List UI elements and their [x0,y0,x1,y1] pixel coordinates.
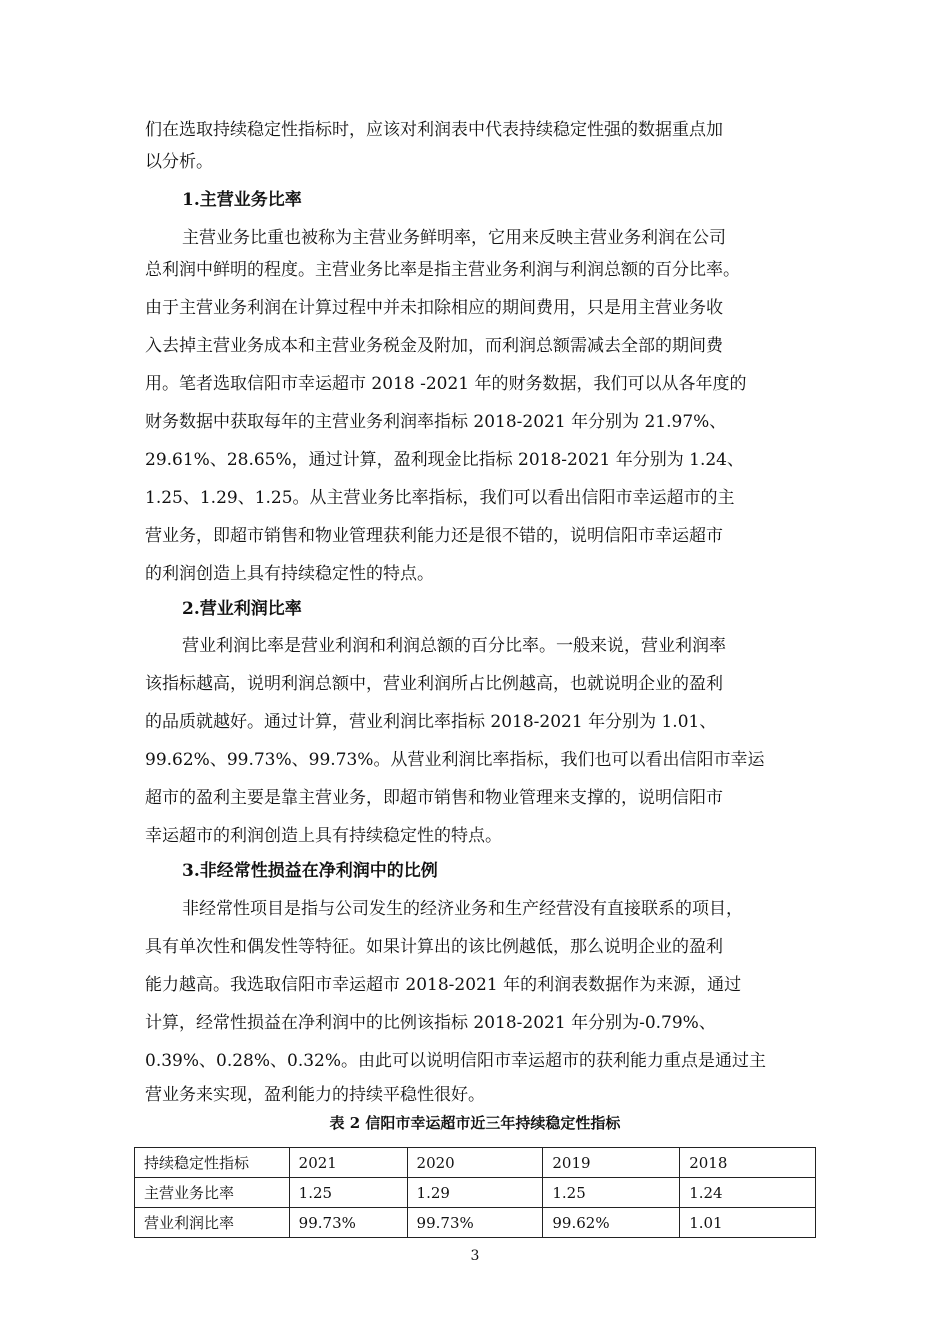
table-cell: 99.73% [289,1208,407,1238]
intro-line: 以分析。 [145,152,213,172]
paragraph-line: 该指标越高，说明利润总额中，营业利润所占比例越高，也就说明企业的盈利 [145,674,723,694]
paragraph-line: 幸运超市的利润创造上具有持续稳定性的特点。 [145,826,502,846]
table-header-row [135,1148,816,1178]
paragraph-line: 1.25、1.29、1.25。从主营业务比率指标，我们可以看出信阳市幸运超市的主 [145,488,735,508]
section-heading-operating-profit-ratio: 2.营业利润比率 [182,599,302,619]
paragraph-line: 营业利润比率是营业利润和利润总额的百分比率。一般来说，营业利润率 [182,636,726,656]
table-cell: 2018 [680,1148,816,1178]
paragraph-line: 0.39%、0.28%、0.32%。由此可以说明信阳市幸运超市的获利能力重点是通过主 [145,1051,767,1071]
table-cell: 2020 [407,1148,543,1178]
paragraph-line: 99.62%、99.73%、99.73%。从营业利润比率指标，我们也可以看出信阳市幸运 [145,750,765,770]
paragraph-line: 入去掉主营业务成本和主营业务税金及附加，而利润总额需减去全部的期间费 [145,336,723,356]
table-cell: 99.62% [543,1208,680,1238]
paragraph-line: 29.61%、28.65%，通过计算，盈利现金比指标 2018-2021 年分别为 1.24、 [145,450,744,470]
paragraph-line: 总利润中鲜明的程度。主营业务比率是指主营业务利润与利润总额的百分比率。 [145,260,740,280]
table-cell: 营业利润比率 [135,1208,290,1238]
paragraph-line: 营业务，即超市销售和物业管理获利能力还是很不错的，说明信阳市幸运超市 [145,526,723,546]
table-cell: 2019 [543,1148,680,1178]
paragraph-line: 计算，经常性损益在净利润中的比例该指标 2018-2021 年分别为-0.79%、 [145,1013,716,1033]
section-heading-non-recurring-ratio: 3.非经常性损益在净利润中的比例 [182,861,438,881]
table-cell: 2021 [289,1148,407,1178]
paragraph-line: 的利润创造上具有持续稳定性的特点。 [145,564,434,584]
page-number: 3 [470,1248,480,1264]
paragraph-line: 的品质就越好。通过计算，营业利润比率指标 2018-2021 年分别为 1.01、 [145,712,717,732]
table-cell: 1.25 [543,1178,680,1208]
table-cell: 99.73% [407,1208,543,1238]
table-cell: 1.29 [407,1178,543,1208]
paragraph-line: 主营业务比重也被称为主营业务鲜明率，它用来反映主营业务利润在公司 [182,228,726,248]
paragraph-line: 能力越高。我选取信阳市幸运超市 2018-2021 年的利润表数据作为来源，通过 [145,975,742,995]
table-cell: 持续稳定性指标 [135,1148,290,1178]
paragraph-line: 具有单次性和偶发性等特征。如果计算出的该比例越低，那么说明企业的盈利 [145,937,723,957]
paragraph-line: 非经常性项目是指与公司发生的经济业务和生产经营没有直接联系的项目， [182,899,743,919]
table-row [135,1208,816,1238]
paragraph-line: 财务数据中获取每年的主营业务利润率指标 2018-2021 年分别为 21.97%、 [145,412,727,432]
table-cell: 1.01 [680,1208,816,1238]
paragraph-line: 营业务来实现，盈利能力的持续平稳性很好。 [145,1085,485,1105]
table-cell: 1.25 [289,1178,407,1208]
paragraph-line: 用。笔者选取信阳市幸运超市 2018 -2021 年的财务数据，我们可以从各年度的 [145,374,747,394]
table-row [135,1178,816,1208]
paragraph-line: 由于主营业务利润在计算过程中并未扣除相应的期间费用，只是用主营业务收 [145,298,723,318]
paragraph-line: 超市的盈利主要是靠主营业务，即超市销售和物业管理来支撑的，说明信阳市 [145,788,723,808]
table-caption: 表 2 信阳市幸运超市近三年持续稳定性指标 [329,1114,621,1132]
table-cell: 1.24 [680,1178,816,1208]
intro-line: 们在选取持续稳定性指标时，应该对利润表中代表持续稳定性强的数据重点加 [145,120,723,140]
section-heading-main-business-ratio: 1.主营业务比率 [182,190,302,210]
table-cell: 主营业务比率 [135,1178,290,1208]
stability-indicator-table [134,1147,816,1238]
